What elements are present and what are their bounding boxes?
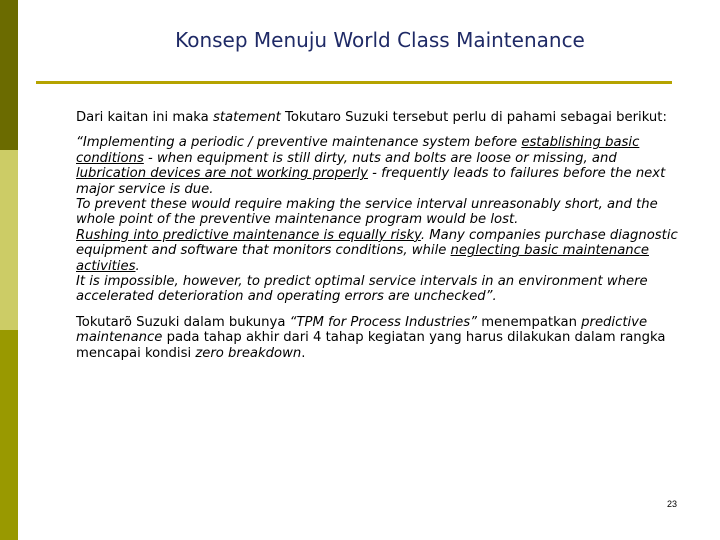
closing-text-e: pada tahap akhir dari 4 tahap kegiatan yang harus dilakukan dalam rangka mencapai kondisi (76, 330, 666, 361)
closing-text-a: Tokutarõ Suzuki dalam bukunya (76, 314, 290, 330)
quote-underline-1: establishing basic conditions (76, 135, 640, 166)
side-bar-top (0, 0, 18, 150)
intro-paragraph (76, 110, 686, 125)
quote-underline-3: Rushing into predictive maintenance is equally risky (76, 227, 421, 243)
quote-underline-4: neglecting basic maintenance activities (76, 243, 649, 274)
intro-text-a: Dari kaitan ini maka (76, 110, 213, 125)
quote-underline-2: lubrication devices are not working properly (76, 166, 368, 182)
quote-text-6: . (135, 258, 140, 274)
intro-text-statement: statement (212, 110, 281, 125)
closing-paragraph (76, 315, 686, 361)
closing-book-title: “TPM for Process Industries” (289, 314, 478, 330)
slide-body (76, 110, 686, 371)
quote-text-5: . Many companies purchase diagnostic equipment and software that monitors conditions, while (76, 227, 678, 259)
side-bar-bottom (0, 330, 18, 540)
quote-text-2: - when equipment is still dirty, nuts and bolts are loose or missing, and (143, 150, 617, 166)
closing-term-predictive: predictive maintenance (76, 314, 648, 346)
slide-title: Konsep Menuju World Class Maintenance (175, 28, 585, 52)
closing-text-g: . (301, 345, 306, 361)
quote-paragraph (76, 135, 686, 304)
page-number: 23 (666, 499, 677, 509)
intro-text-c: Tokutaro Suzuki tersebut perlu di pahami sebagai berikut: (280, 110, 667, 125)
title-underline (36, 81, 672, 84)
side-bar-middle (0, 150, 18, 330)
quote-text-1: “Implementing a periodic / preventive maintenance system before (76, 135, 522, 151)
quote-text-7: It is impossible, however, to predict optimal service intervals in an environment where accelerated deterioration and operating errors are unchecked”. (76, 274, 648, 305)
closing-text-c: menempatkan (477, 314, 582, 330)
quote-text-4: To prevent these would require making the service interval unreasonably short, and the whole point of the preventive maintenance program would be lost. (76, 197, 658, 228)
quote-text-3: - frequently leads to failures before the next major service is due. (76, 166, 666, 197)
closing-term-zero-breakdown: zero breakdown (195, 345, 302, 361)
